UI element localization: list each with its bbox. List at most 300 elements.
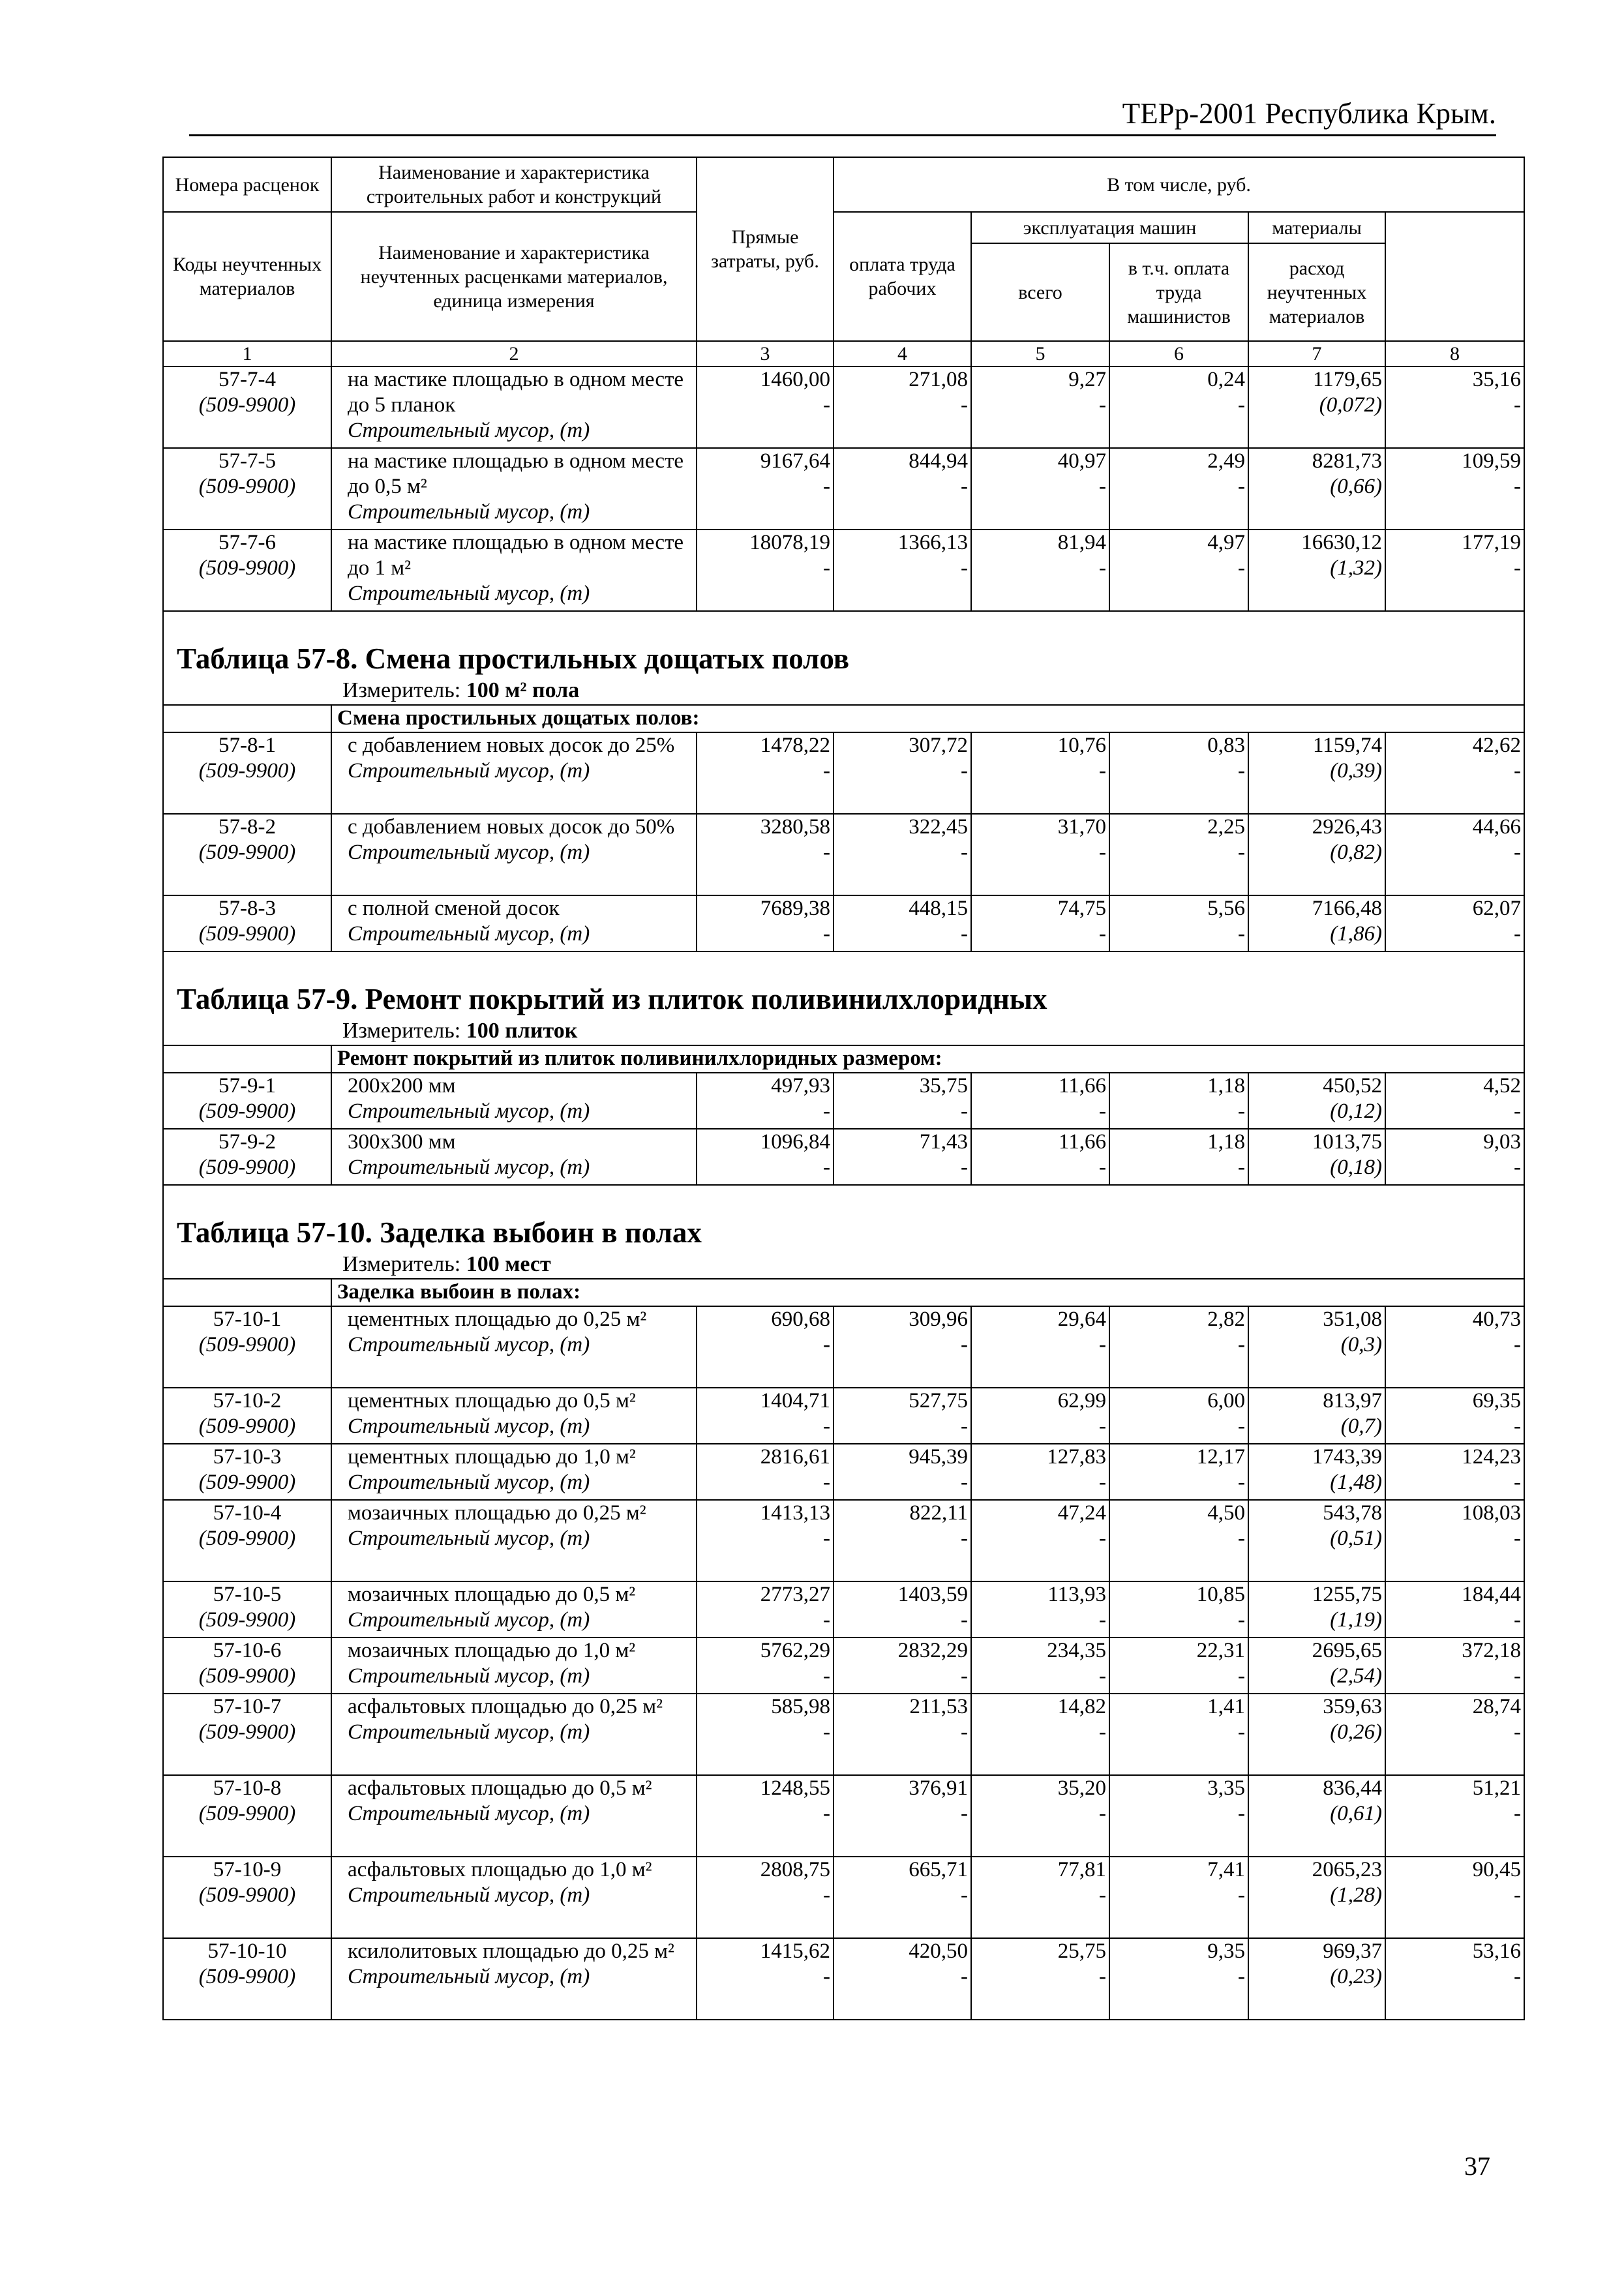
rate-value: 10,85: [1196, 1583, 1245, 1606]
group-row: [163, 1279, 1524, 1306]
value-cell: [834, 367, 971, 448]
value-cell: [1385, 1938, 1524, 2020]
value-cell: [1109, 1388, 1248, 1444]
rate-code-cell: [163, 1638, 331, 1694]
dash: -: [961, 475, 968, 498]
value-cell: [1385, 1444, 1524, 1500]
dash: -: [961, 1802, 968, 1825]
rate-value: 690,68: [771, 1308, 830, 1331]
value-cell: [1248, 1388, 1385, 1444]
dash: -: [1238, 556, 1245, 580]
value-cell: [1385, 1073, 1524, 1129]
col-number: 1: [163, 341, 331, 367]
dash: -: [961, 1100, 968, 1123]
value-cell: [834, 1581, 971, 1638]
value-cell: [971, 448, 1109, 530]
dash: -: [1514, 1333, 1521, 1356]
meter-value: 100 м² пола: [466, 678, 580, 702]
value-cell: [1109, 895, 1248, 951]
dash: -: [1238, 475, 1245, 498]
rate-value: 665,71: [909, 1858, 968, 1881]
group-title: Ремонт покрытий из плиток поливинилхлоридных размером:: [331, 1045, 1524, 1073]
rate-code: 57-10-2: [213, 1389, 282, 1413]
rate-value: 11,66: [1058, 1074, 1106, 1098]
col-number: 6: [1109, 341, 1248, 367]
dash: -: [961, 1156, 968, 1179]
material-name: Строительный мусор, (т): [348, 500, 590, 524]
table-header: [163, 157, 1524, 367]
dash: -: [1238, 1883, 1245, 1907]
value-cell: [697, 1306, 834, 1388]
rate-value: 351,08: [1323, 1308, 1382, 1331]
material-code: (509-9900): [198, 1414, 296, 1438]
col-header-codes-top: Номера расценок: [163, 157, 331, 212]
rate-value: 2,49: [1207, 449, 1245, 473]
col-header-machines: эксплуатация машин: [971, 212, 1248, 243]
value-cell: [834, 1775, 971, 1857]
material-name: Строительный мусор, (т): [348, 1414, 590, 1438]
dash: -: [961, 1608, 968, 1632]
rate-value: 527,75: [909, 1389, 968, 1413]
value-cell: [1109, 1500, 1248, 1581]
material-flow: (0,39): [1330, 759, 1382, 783]
rate-value: 113,93: [1047, 1583, 1106, 1606]
rate-value: 28,74: [1472, 1695, 1521, 1718]
material-flow: (0,26): [1330, 1720, 1382, 1744]
rate-value: 0,24: [1207, 368, 1245, 391]
rate-name: цементных площадью до 0,25 м²: [348, 1308, 647, 1331]
dash: -: [1238, 841, 1245, 864]
rate-value: 271,08: [909, 368, 968, 391]
rate-row: [163, 1938, 1524, 2020]
rate-value: 44,66: [1472, 815, 1521, 839]
rate-value: 1478,22: [760, 734, 830, 757]
dash: -: [1238, 1156, 1245, 1179]
rate-row: [163, 1581, 1524, 1638]
material-flow: (0,7): [1340, 1414, 1382, 1438]
rate-value: 184,44: [1462, 1583, 1521, 1606]
material-name: Строительный мусор, (т): [348, 582, 590, 605]
value-cell: [1385, 1857, 1524, 1938]
rate-value: 2773,27: [760, 1583, 830, 1606]
rate-code-cell: [163, 1073, 331, 1129]
value-cell: [1385, 1694, 1524, 1775]
dash: -: [1514, 1965, 1521, 1988]
rate-code-cell: [163, 1775, 331, 1857]
rate-value: 3,35: [1207, 1776, 1245, 1800]
dash: -: [823, 1965, 830, 1988]
rate-code: 57-7-5: [218, 449, 276, 473]
rate-value: 10,76: [1057, 734, 1106, 757]
group-row: [163, 1045, 1524, 1073]
rate-value: 1413,13: [760, 1501, 830, 1525]
material-name: Строительный мусор, (т): [348, 419, 590, 442]
rate-name-cell: [331, 1775, 697, 1857]
rate-name: с добавлением новых досок до 25%: [348, 734, 675, 757]
rate-name: 300x300 мм: [348, 1130, 456, 1154]
material-flow: (0,51): [1330, 1527, 1382, 1550]
value-cell: [1248, 895, 1385, 951]
rate-value: 8281,73: [1312, 449, 1382, 473]
rate-name: асфальтовых площадью до 1,0 м²: [348, 1858, 652, 1881]
dash: -: [1099, 1156, 1106, 1179]
material-name: Строительный мусор, (т): [348, 1333, 590, 1356]
rate-name-cell: [331, 732, 697, 814]
value-cell: [1385, 1638, 1524, 1694]
rate-value: 47,24: [1057, 1501, 1106, 1525]
value-cell: [1109, 1638, 1248, 1694]
dash: -: [1514, 1100, 1521, 1123]
rate-value: 543,78: [1323, 1501, 1382, 1525]
rate-value: 2832,29: [897, 1639, 968, 1662]
table-meter: [177, 1017, 1524, 1045]
rate-value: 7166,48: [1312, 897, 1382, 920]
rate-value: 5762,29: [760, 1639, 830, 1662]
material-name: Строительный мусор, (т): [348, 759, 590, 783]
rate-value: 40,73: [1472, 1308, 1521, 1331]
material-name: Строительный мусор, (т): [348, 1965, 590, 1988]
dash: -: [961, 1720, 968, 1744]
col-number: 7: [1248, 341, 1385, 367]
material-code: (509-9900): [198, 922, 296, 946]
material-flow: (0,82): [1330, 841, 1382, 864]
rate-value: 9167,64: [760, 449, 830, 473]
section-title-cell: [163, 1185, 1524, 1279]
material-name: Строительный мусор, (т): [348, 841, 590, 864]
rate-name: мозаичных площадью до 1,0 м²: [348, 1639, 636, 1662]
rate-value: 2065,23: [1312, 1858, 1382, 1881]
value-cell: [834, 1938, 971, 2020]
value-cell: [1248, 814, 1385, 895]
rate-code-cell: [163, 1500, 331, 1581]
rate-name: мозаичных площадью до 0,5 м²: [348, 1583, 636, 1606]
value-cell: [697, 367, 834, 448]
material-code: (509-9900): [198, 759, 296, 783]
rate-row: [163, 367, 1524, 448]
column-numbers-row: [163, 341, 1524, 367]
rate-value: 4,52: [1483, 1074, 1521, 1098]
material-flow: (0,3): [1340, 1333, 1382, 1356]
material-flow: (1,32): [1330, 556, 1382, 580]
running-header: [189, 93, 1496, 136]
value-cell: [834, 1694, 971, 1775]
dash: -: [1099, 1527, 1106, 1550]
rate-name: на мастике площадью в одном месте до 1 м²: [348, 531, 684, 580]
rate-value: 0,83: [1207, 734, 1245, 757]
rate-row: [163, 1775, 1524, 1857]
rate-code: 57-8-2: [218, 815, 276, 839]
value-cell: [1248, 1638, 1385, 1694]
section-title-cell: [163, 611, 1524, 705]
col-header-including: В том числе, руб.: [834, 157, 1524, 212]
rate-code: 57-9-2: [218, 1130, 276, 1154]
rate-value: 822,11: [909, 1501, 968, 1525]
value-cell: [971, 1444, 1109, 1500]
material-name: Строительный мусор, (т): [348, 1100, 590, 1123]
value-cell: [1248, 1694, 1385, 1775]
rate-name-cell: [331, 1073, 697, 1129]
rate-value: 1248,55: [760, 1776, 830, 1800]
rate-value: 18078,19: [749, 531, 830, 554]
dash: -: [823, 1883, 830, 1907]
value-cell: [834, 530, 971, 611]
rate-name: 200x200 мм: [348, 1074, 456, 1098]
rate-code: 57-10-6: [213, 1639, 282, 1662]
rate-value: 2816,61: [760, 1445, 830, 1469]
value-cell: [971, 367, 1109, 448]
material-flow: (2,54): [1330, 1664, 1382, 1688]
material-name: Строительный мусор, (т): [348, 922, 590, 946]
table-title: Таблица 57-8. Смена простильных дощатых полов: [177, 642, 850, 675]
material-code: (509-9900): [198, 1802, 296, 1825]
rate-code: 57-7-4: [218, 368, 276, 391]
dash: -: [823, 475, 830, 498]
material-flow: (1,48): [1330, 1471, 1382, 1494]
dash: -: [1099, 1333, 1106, 1356]
rate-value: 1460,00: [760, 368, 830, 391]
rate-value: 1,18: [1207, 1130, 1245, 1154]
value-cell: [971, 732, 1109, 814]
rate-value: 1159,74: [1312, 734, 1382, 757]
material-code: (509-9900): [198, 1608, 296, 1632]
rate-name-cell: [331, 1638, 697, 1694]
rate-name-cell: [331, 895, 697, 951]
rate-value: 14,82: [1057, 1695, 1106, 1718]
rate-name: цементных площадью до 1,0 м²: [348, 1445, 636, 1469]
rate-value: 62,07: [1472, 897, 1521, 920]
rate-value: 16630,12: [1301, 531, 1382, 554]
meter-value: 100 плиток: [466, 1019, 578, 1043]
meter-value: 100 мест: [466, 1252, 551, 1276]
value-cell: [1109, 814, 1248, 895]
dash: -: [823, 1100, 830, 1123]
dash: -: [1514, 1156, 1521, 1179]
rate-value: 2695,65: [1312, 1639, 1382, 1662]
value-cell: [1248, 1073, 1385, 1129]
dash: -: [1238, 1414, 1245, 1438]
rate-name: цементных площадью до 0,5 м²: [348, 1389, 636, 1413]
rate-value: 7,41: [1207, 1858, 1245, 1881]
rate-value: 109,59: [1462, 449, 1521, 473]
rate-value: 450,52: [1323, 1074, 1382, 1098]
rate-value: 1179,65: [1312, 368, 1382, 391]
dash: -: [1238, 1608, 1245, 1632]
value-cell: [1248, 1129, 1385, 1185]
dash: -: [1514, 1608, 1521, 1632]
rate-code: 57-10-5: [213, 1583, 282, 1606]
dash: -: [1514, 1883, 1521, 1907]
value-cell: [971, 1775, 1109, 1857]
col-number: 8: [1385, 341, 1524, 367]
rate-value: 69,35: [1472, 1389, 1521, 1413]
dash: -: [1099, 1802, 1106, 1825]
value-cell: [1248, 448, 1385, 530]
rate-row: [163, 1694, 1524, 1775]
value-cell: [1385, 895, 1524, 951]
material-flow: (0,23): [1330, 1965, 1382, 1988]
rate-code: 57-10-4: [213, 1501, 282, 1525]
dash: -: [1099, 1608, 1106, 1632]
value-cell: [1109, 1857, 1248, 1938]
material-code: (509-9900): [198, 841, 296, 864]
value-cell: [1385, 448, 1524, 530]
material-flow: (0,072): [1319, 393, 1382, 417]
dash: -: [1099, 1100, 1106, 1123]
value-cell: [971, 1306, 1109, 1388]
value-cell: [697, 1388, 834, 1444]
dash: -: [1099, 1720, 1106, 1744]
rate-value: 420,50: [909, 1939, 968, 1963]
dash: -: [1238, 1333, 1245, 1356]
rate-name-cell: [331, 1500, 697, 1581]
value-cell: [697, 814, 834, 895]
dash: -: [1099, 759, 1106, 783]
rate-value: 124,23: [1462, 1445, 1521, 1469]
rate-code-cell: [163, 1694, 331, 1775]
value-cell: [971, 1129, 1109, 1185]
dash: -: [1514, 1414, 1521, 1438]
dash: -: [1514, 922, 1521, 946]
material-flow: (1,19): [1330, 1608, 1382, 1632]
dash: -: [1514, 393, 1521, 417]
rate-row: [163, 1444, 1524, 1500]
rate-value: 9,35: [1207, 1939, 1245, 1963]
dash: -: [1099, 393, 1106, 417]
table-title: Таблица 57-9. Ремонт покрытий из плиток поливинилхлоридных: [177, 983, 1047, 1015]
material-flow: (1,28): [1330, 1883, 1382, 1907]
table-body: [163, 367, 1524, 2020]
rate-row: [163, 1073, 1524, 1129]
material-name: Строительный мусор, (т): [348, 1471, 590, 1494]
rate-code: 57-7-6: [218, 531, 276, 554]
rate-code: 57-9-1: [218, 1074, 276, 1098]
dash: -: [961, 1333, 968, 1356]
rate-value: 969,37: [1323, 1939, 1382, 1963]
rate-name-cell: [331, 367, 697, 448]
value-cell: [1109, 1581, 1248, 1638]
dash: -: [1238, 922, 1245, 946]
rate-name-cell: [331, 1129, 697, 1185]
value-cell: [1248, 1857, 1385, 1938]
rate-value: 3280,58: [760, 815, 830, 839]
rate-value: 322,45: [909, 815, 968, 839]
col-number: 3: [697, 341, 834, 367]
rate-name: с добавлением новых досок до 50%: [348, 815, 675, 839]
dash: -: [823, 922, 830, 946]
dash: -: [823, 1156, 830, 1179]
dash: -: [823, 1608, 830, 1632]
table-section-header: [163, 1185, 1524, 1279]
dash: -: [1099, 1883, 1106, 1907]
dash: -: [1099, 1414, 1106, 1438]
col-header-materials: материалы: [1248, 212, 1385, 243]
running-header-text: ТЕРр-2001 Республика Крым.: [1122, 97, 1496, 130]
dash: -: [1514, 556, 1521, 580]
rate-value: 40,97: [1057, 449, 1106, 473]
value-cell: [697, 1500, 834, 1581]
value-cell: [1248, 530, 1385, 611]
material-name: Строительный мусор, (т): [348, 1527, 590, 1550]
dash: -: [823, 1720, 830, 1744]
rate-name: на мастике площадью в одном месте до 0,5 м²: [348, 449, 684, 498]
material-name: Строительный мусор, (т): [348, 1883, 590, 1907]
dash: -: [1238, 1471, 1245, 1494]
value-cell: [834, 1500, 971, 1581]
col-header-codes-bottom: Коды неучтенных материалов: [163, 212, 331, 341]
page-number: 37: [1464, 2151, 1490, 2181]
rate-name-cell: [331, 814, 697, 895]
value-cell: [697, 1857, 834, 1938]
dash: -: [1099, 841, 1106, 864]
material-name: Строительный мусор, (т): [348, 1608, 590, 1632]
rate-value: 307,72: [909, 734, 968, 757]
rate-row: [163, 1638, 1524, 1694]
rate-value: 71,43: [919, 1130, 968, 1154]
rate-value: 1403,59: [897, 1583, 968, 1606]
rate-value: 177,19: [1462, 531, 1521, 554]
rate-name-cell: [331, 1306, 697, 1388]
rate-row: [163, 530, 1524, 611]
value-cell: [1109, 1444, 1248, 1500]
rate-name-cell: [331, 1581, 697, 1638]
dash: -: [1514, 1471, 1521, 1494]
dash: -: [823, 556, 830, 580]
col-number: 4: [834, 341, 971, 367]
value-cell: [1109, 1938, 1248, 2020]
dash: -: [1099, 475, 1106, 498]
value-cell: [834, 1857, 971, 1938]
value-cell: [1248, 1775, 1385, 1857]
table-section-header: [163, 951, 1524, 1045]
rate-name: с полной сменой досок: [348, 897, 560, 920]
dash: -: [823, 841, 830, 864]
value-cell: [1385, 1388, 1524, 1444]
dash: -: [823, 1664, 830, 1688]
rate-value: 836,44: [1323, 1776, 1382, 1800]
value-cell: [971, 1388, 1109, 1444]
rate-value: 1404,71: [760, 1389, 830, 1413]
value-cell: [834, 732, 971, 814]
rate-code-cell: [163, 1388, 331, 1444]
rate-value: 22,31: [1196, 1639, 1245, 1662]
group-title: Заделка выбоин в полах:: [331, 1279, 1524, 1306]
rate-code-cell: [163, 1581, 331, 1638]
rate-value: 62,99: [1057, 1389, 1106, 1413]
dash: -: [961, 1414, 968, 1438]
rate-code: 57-10-8: [213, 1776, 282, 1800]
rate-code-cell: [163, 732, 331, 814]
material-code: (509-9900): [198, 1720, 296, 1744]
value-cell: [697, 732, 834, 814]
rate-value: 2808,75: [760, 1858, 830, 1881]
dash: -: [1099, 922, 1106, 946]
material-flow: (0,66): [1330, 475, 1382, 498]
rate-value: 74,75: [1057, 897, 1106, 920]
value-cell: [834, 895, 971, 951]
rate-code-cell: [163, 1306, 331, 1388]
dash: -: [1099, 1471, 1106, 1494]
dash: -: [1514, 475, 1521, 498]
rate-code: 57-10-9: [213, 1858, 282, 1881]
value-cell: [1385, 1500, 1524, 1581]
value-cell: [971, 1857, 1109, 1938]
dash: -: [961, 759, 968, 783]
rate-code: 57-8-1: [218, 734, 276, 757]
dash: -: [1099, 556, 1106, 580]
rate-value: 35,16: [1472, 368, 1521, 391]
value-cell: [1248, 1306, 1385, 1388]
rate-value: 376,91: [909, 1776, 968, 1800]
